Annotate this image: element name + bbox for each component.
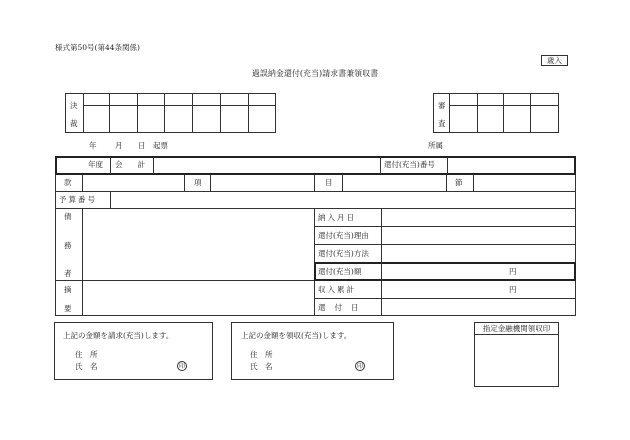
kan-label: 款 [64,178,72,187]
receipt-name-label: 氏 名 [250,362,273,371]
refund-amount-label: 還付(充当)額 [318,267,362,276]
debtor-label-3: 者 [64,269,72,278]
date-day-label: 日 [138,141,146,150]
summary-label-2: 要 [64,304,72,313]
setsu-label: 節 [455,178,463,187]
date-month-label: 月 [115,141,123,150]
department-label: 所属 [428,141,443,150]
budget-number-label: 予算番号 [59,195,97,204]
refund-method-label: 還付(充当)方法 [318,249,369,258]
review-label-2: 査 [438,119,446,128]
receipt-seal-icon: 印 [356,363,363,370]
kou-label: 項 [194,178,202,187]
cumulative-revenue-label: 収入累計 [318,285,356,294]
drafted-label: 起票 [153,141,168,150]
claim-name-label: 氏 名 [75,362,98,371]
claim-text: 上記の金額を請求(充当)します。 [63,331,174,340]
amount-yen-unit: 円 [509,267,517,276]
refund-date-label: 還付日 [318,303,368,312]
revenue-stamp-label: 歳入 [541,55,568,66]
refund-reason-label: 還付(充当)理由 [318,231,369,240]
debtor-label-2: 務 [64,241,72,250]
approval-label-1: 決 [70,101,78,110]
summary-label-1: 摘 [64,285,72,294]
moku-label: 目 [325,178,333,187]
receipt-address-label: 住 所 [250,350,273,359]
bank-stamp-title: 指定金融機関領収印 [482,324,551,333]
form-title: 過誤納金還付(充当)請求書兼領収書 [251,69,379,78]
account-label: 会 計 [115,160,145,169]
date-year-label: 年 [89,141,97,150]
debtor-label-1: 債 [64,212,72,221]
receipt-text: 上記の金額を領収(充当)します。 [241,331,352,340]
approval-label-2: 裁 [70,119,78,128]
refund-number-label: 還付(充当)番号 [384,160,435,169]
claim-seal-icon: 印 [178,363,185,370]
claim-address-label: 住 所 [75,350,98,359]
form-number: 様式第50号(第44条関係) [55,43,140,52]
review-label-1: 審 [438,101,446,110]
fiscal-year-label: 年度 [88,160,103,169]
cumulative-yen-unit: 円 [509,285,517,294]
payment-date-label: 納入月日 [318,213,356,222]
